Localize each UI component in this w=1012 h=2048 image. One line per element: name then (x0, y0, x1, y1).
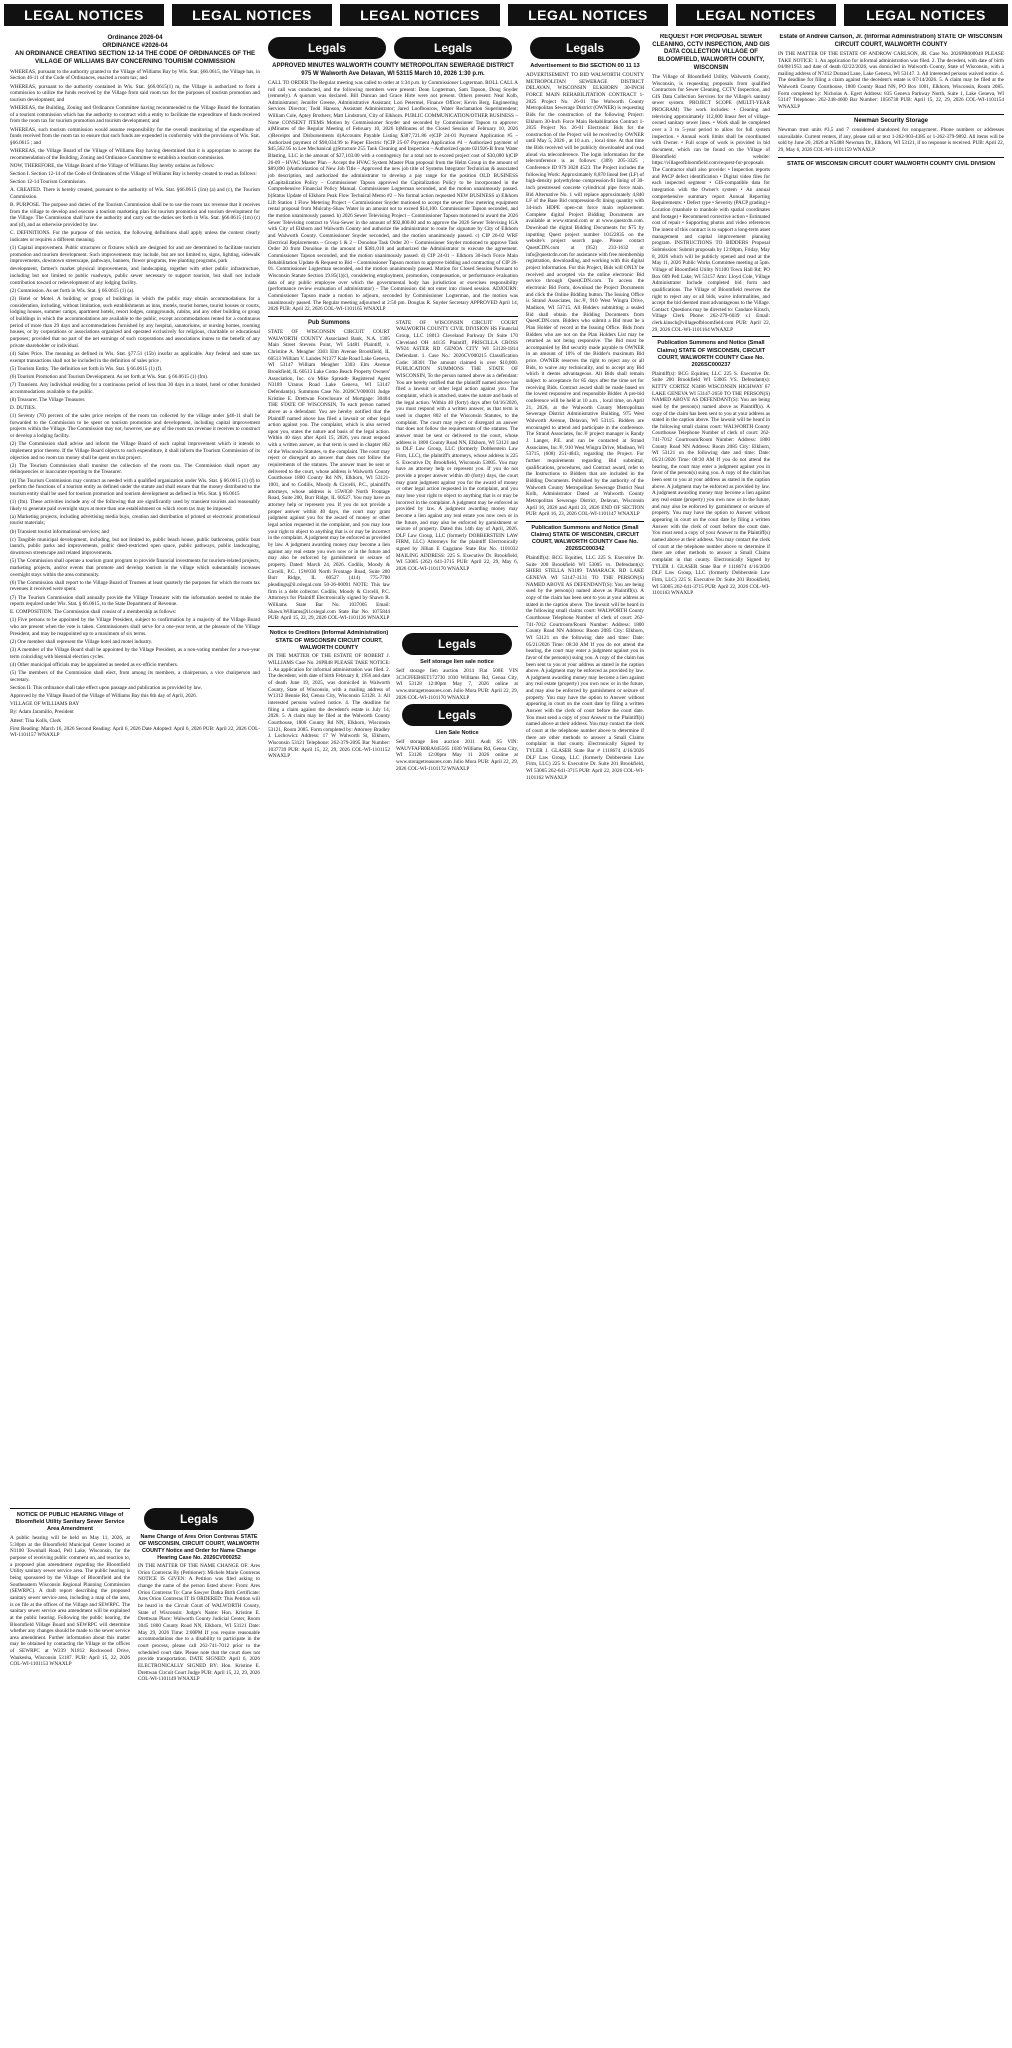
header-label: LEGAL NOTICES (844, 4, 1008, 26)
ordinance-paragraph: VILLAGE OF WILLIAMS BAY (10, 701, 80, 708)
small-claims-2-title: Publication Summons and Notice (Small Claims) STATE OF WISCONSIN, CIRCUIT COURT, WALWORTH COUNTY Case No. 2026SC000237 (656, 340, 766, 368)
newman-title: Newman Security Storage (853, 117, 929, 124)
ordinance-paragraph: (1) Five persons to be appointed by the Village President, subject to confirmation by a majority of the Village Board who are present when the vote is taken. Commissioners shall serve for a one-year term, at the pleasure of the Village President, and may be reappointed up to a maximum of six terms. (10, 617, 260, 637)
pub-summons-body: STATE OF WISCONSIN CIRCUIT COURT WALWORTH COUNTY Associated Bank, N.A. 1305 Main Street Stevens Point, WI 54481 Plaintiff, v. Christine A. Meagher 3303 Elm Avenue Brookfield, IL 60513 William V. Landes N1377 Kale Road Lake Geneva, WI 53147 William Meagher 3303 Elm Avenue Brookfield, IL 60513 Lake Como Beach Property Owners' Association, Inc. c/o Mike Spreadt- Registered Agent N3189 Uranus Road Lake Geneva, WI 53147 Defendant(s). Summons Case No. 2026CV000031 Judge Kristine E. Drettwan Foreclosure of Mortgage: 30404 THE STATE OF WISCONSIN, To each person named above as a defendant: You are hereby notified that the Plaintiff named above has filed a lawsuit or other legal action against you. The complaint, which is also served upon you, states the nature and basis of the legal action. Within 40 days after April 15, 2026, you must respond with a written answer, as that term is used in chapter 802 of the Wisconsin Statutes, to the complaint. The court may reject or disregard an answer that does not follow the requirements of the statutes. The answer must be sent or delivered to the court, whose address is Walworth County Courthouse 1800 County Rd NN, Elkhorn, WI 53121-1001, and to Codilis, Moody & Circelli, P.C., plaintiff's attorneys, whose address is 15W030 North Frontage Road, Suite 200, Burr Ridge, IL 60527. You may have an attorney help or represent you. If you do not provide a proper answer within 40 days, the court may grant judgment against you for the award of money or other legal action requested in the complaint, and you may lose your right to object to anything that is or may be incorrect in the complaint. A judgment may be enforced as provided by law. A judgment awarding money may become a lien against any real estate you own now or in the future and may also be enforced by garnishment or seizure of property. Dated: March 24, 2026. Codilis, Moody & Circelli, P.C. 15W030 North Frontage Road, Suite 200 Burr Ridge, IL 60527 (414) 775-7700 pleadings@il.cslegal.com 50-26-00091 NOTE: This law firm is a debt collector. Codilis, Moody & Circelli, P.C. Attorneys for Plaintiff Electronically signed by Shawn R. Williams State Bar No. 1037005 Email: Shawn.Williams@il.cslegal.com State Bar No. 1075844 PUB: April 15, 22, 29, 2026 COL-WI-1101126 WNAXLP (268, 328, 390, 622)
divider (652, 336, 770, 337)
ordinance-paragraph: A. CREATED. There is hereby created, pursuant to the authority of Wis. Stat. §66.0615 (1m) (a) and (c), the Tourism Commission. (10, 187, 260, 200)
ordinance-paragraph: (6) Tourism Promotion and Tourism Development. As set forth at Wis. Stat. § 66.0615 (1) (fm). (10, 373, 209, 380)
lien-sale-body: Self storage lien auction 2011 Audi S5 VIN: WAUVFAFR0BA045565 1030 Williams Rd, Genoa City, WI 53128 12:00pm May 11 2026 online at www.storagetreasures.com Julio Mora PUB: April 22, 29, 2026 COL-WI-1101172 WNAXLP (396, 738, 518, 772)
divider (268, 626, 518, 627)
ordinance-subtitle: ORDINANCE #2026-04 (102, 41, 168, 49)
ordinance-number: Ordinance 2026-04 (107, 34, 163, 41)
header-label: LEGAL NOTICES (676, 4, 836, 26)
ordinance-paragraph: (3) A member of the Village Board shall be appointed by the Village President, as a non-voting member for a two-year term coinciding with biennial election cycles. (10, 647, 260, 660)
ordinance-paragraph: (1) Capital improvement. Public structures or fixtures which are designed for and are determined to facilitate tourism promotion and tourism development. Such improvements may include, but are not limited to, signs, lighting, sidewalk improvements, downtown streetscape, pathways, banners, flower programs, tree planting programs, park (10, 245, 260, 265)
ordinance-paragraph: E. COMPOSITION. The Commission shall consist of a membership as follows: (10, 609, 177, 616)
ordinance-paragraph: (2) One member shall represent the Village hotel and motel industry. (10, 638, 153, 645)
ordinance-paragraph: Section II. This ordinance shall take effect upon passage and publication as provided by law. (10, 684, 202, 691)
legals-banner: Legals (394, 37, 512, 59)
ordinance-paragraph: WHEREAS, pursuant to the authority granted to the Village of Williams Bay by Wis. Stat. §66.0615, the Village has, in Section 46-11 of the Code of Ordinances, enacted a room tax; and (10, 68, 260, 82)
estate-body: IN THE MATTER OF THE ESTATE OF ANDROW CARLSON, JR. Case No. 2026PR000048 PLEASE TAKE NOTICE: 1. An application for informal administration was filed. 2. The decedent, with date of birth 04/08/1953 and date of death 02/22/2026, was domiciled in Walworth County, State of Wisconsin, with a mailing address of N7412 Durand Lane, Lake Geneva, WI 53147. 3. All interested persons waived notice. 4. The deadline for filing a claim against the decedent's estate is 07/14/2026. 5. A claim may be filed at the Walworth County Courthouse, 1800 County Road NN, PO Box 1001, Elkhorn, Wisconsin, Room 2085. Form completed by: Nicholas A. Egert Address: 835 Geneva Parkway North, Suite 1, Lake Geneva, WI 53147 Telephone: 262-248-4600 Bar Number: 1056738 PUB: April 15, 22, 29, 2026 COL-WI-1101154 WNAXLP (778, 50, 1004, 111)
pub-summons-title: Pub Summons (307, 319, 350, 326)
ordinance-paragraph: WHEREAS, the Building, Zoning and Ordinance Committee having recommended to the Village Board the formation of a tourism commission which has the authority to contract with a entity to facilitate the expenditure of funds received from the room tax for tourism promotion and tourism development; and (10, 105, 260, 125)
ordinance-paragraph: (3) The Tourism Commission shall monitor the collection of the room tax. The Commission shall report any delinquencies or inaccurate reporting to the Treasurer. (10, 462, 260, 476)
ordinance-paragraph: (5) Tourism Entity. The definition set forth in Wis. Stat. § 66.0615 (1) (f). (10, 365, 163, 372)
ordinance-paragraph: By: Adam Jaramillo, President (10, 709, 74, 716)
legals-banner: Legals (530, 37, 640, 59)
minutes-body: CALL TO ORDER The Regular meeting was called to order at 1:34 p.m. by Commissioner Logterman. ROLL CALL A roll call was conducted, and the following members were present: Dean Logterman, Sam Tapson, Doug Snyder (remotely). A quorum was declared. Bill Duncan and Grace Hirte were not present. Others present: Neal Kolb, Administrator; Jennifer Greene, Administrative Assistant; Lori Petermel, Finance Officer; Kevin Berg, Engineering Services Director; Todd Hanson, Assistant Administrator; Jared Loofbourow, Water Reclamation Superintendent; William Cole, Aptey Brothers; Matt Lindstrom, City of Elkhorn. PUBLIC COMMUNICATION/OTHER BUSINESS – None CONSENT ITEMS Motion by Commissioner Snyder and seconded by Commissioner Tapson to approve: a)Minutes of the Regular Meeting of February 10, 2026 b)Minutes of the Closed Session of February 10, 2026 c)Receipts and Disbursements d)Accounts Payable Listing $387,721.86 e)CIP 24-01 Payment Application #5 – Authorized payment of $98,034.99 to Pieper Electric f)CIP 25-07 Payment Application #4 – Authorized payment of $45,562.95 to Lee Mechanical g)Structure 255 Tank Cleaning and Inspection – Authorized quote 021926-B from Water Blasting, LLC in the amount of $27,103.00 with a contingency for a total not to exceed project cost of $30,000 h)CIP 26-09 – HVAC Master Plan – Accept the HVAC System Master Plan proposal from the Helm Group in the amount of $89,890 i)Authorization of New Job Title – Approved the new job title of Systems Integrator Technician & associated job description, and authorized the administrator to develop a pay range for the position OLD BUSINESS a)Capitalization Policy – Commissioner Tapson approved the Capitalization Policy to be incorporated in the Comprehensive Financial Policy Manual. Commissioner Logterman seconded, and the motion unanimously passed. b)Status Update of Elkhorn Peak Flow Technical Memo #2 – No formal action requested NEW BUSINESS a) Elkhorn Lift Station 1 Flow Metering Project – Commissioner Snyder motioned to accept the sewer flow metering equipment rental proposal from Mulcahy-Shaw Water in an amount not to exceed $14,100. Commissioner Tapson seconded, and the motion unanimously passed. b) 2026 Sewer Televising Project – Commissioner Tapson motioned to award the 2026 Sewer Televising contract to Visu-Sewer in the amount of $92,800.00 and to approve the 2026 Sewer Televising IGA with City of Elkhorn and Walworth County and authorize the administrator to route for signature by City of Elkhorn and Walworth County. Commissioner Snyder seconded, and the motion unanimously passed. c) CIP 26-02 WRF Electrical Replacements – Group 1 & 2 – Donohue Task Order 20 – Commissioner Snyder motioned to approve Task Order 20 from Donohue in the amount of $381,010 and authorized the Administrator to execute the agreement. Commissioner Tapson seconded, and the motion unanimously passed. d) CIP 24-01 – Elkhorn 30-inch Force Main Rehabilitation Update & Request to Bid – Commissioner Tapson motion to approve bidding and contracting of CIP 26-01. Commissioner Logterman seconded, and the motion unanimously passed. Motion for Closed Session Pursuant to Wisconsin Statute Section 19.85(1)(c), considering employment, promotion, compensation, or performance evaluation data of any public employee over which the governmental body has jurisdiction or exercises responsibility (performance review evaluation of administrator) – The Commission did not enter into closed session. ADJOURN: Commissioner Tapson made a motion to adjourn, seconded by Commissioner Logterman, and the motion was unanimously passed. The Regular meeting adjourned at 2:50 pm. Douglas R. Snyder Secretary APPROVED April 14, 2026 PUB: April 22, 2026 COL-WI-1101165 WNAXLP (268, 79, 518, 313)
ordinance-paragraph: Attest: Tina Kolls, Clerk (10, 717, 62, 724)
legals-banner: Legals (402, 633, 512, 655)
lien-sale-title: Lien Sale Notice (435, 730, 479, 737)
hearing-body: A public hearing will be held on May 11, 2026, at 5:30pm at the Bloomfield Municipal Center located at N1100 Townhall Road, Pell Lake, Wisconsin, for the purpose of receiving public comment on, and reaction to, a proposed plan amendment regarding the Bloomfield Utility sanitary sewer service area. The public hearing is being sponsored by the Village of Bloomfield and the Southeastern Wisconsin Regional Planning Commission (SEWRPC). A draft report describing the proposed sanitary sewer service area, including a map of the area, is on file at the offices of the Village and SEWRPC. The sanitary sewer service area amendment will be explained at the public hearing. Following the public hearing, the Bloomfield Village Board and SEWRPC will determine whether any changes should be made to the sewer service area amendment. Further information about this matter may be obtained by contacting the Village or the offices of SEWRPC at W239 N1812 Rockwood Drive, Waukesha, Wisconsin 53187. PUB: April 15, 22, 2026 COL-WI-1101153 WNAXLP (10, 1534, 130, 1668)
ordinance-notice (10, 34, 260, 739)
divider (778, 157, 1004, 158)
ordinance-paragraph: (6) The Commission shall report to the Village Board of Trustees at least quarterly the purposes for which the room tax revenues it received were spent. (10, 579, 260, 593)
legals-banner: Legals (268, 37, 386, 59)
name-change-body: IN THE MATTER OF THE NAME CHANGE OF: Ares Orion Contreras By (Petitioner): Michele Marie Contreras NOTICE IS GIVEN: A Petition was filed asking to change the name of the person listed above: From: Ares Orion Contreras To: Cane Sawyer Datka Birth Certificate: Ares Orion Contreras IT IS ORDERED: This Petition will be heard in the Circuit Court of WALWORTH County, State of Wisconsin: Judge's Name: Hon. Kristine E. Drettwan Place: Walworth County Judicial Center, Room 3045 1800 County Road NN, Elkhorn, WI 53121 Date: May 29, 2026 Time: 2:00PM If you require reasonable accommodations due to a disability to participate in the court process, please call 262-741-7012 prior to the scheduled court date. Please note that the court does not provide transportation. DATE SIGNED: April 6, 2026 ELECTRONICALLY SIGNED BY: Hon. Kristine E. Drettwan Circuit Court Judge PUB: April 15, 22, 29, 2026 COL-WI-1101149 WNAXLP (138, 1563, 260, 1683)
header-label: LEGAL NOTICES (4, 4, 164, 26)
name-change-column (138, 1505, 260, 2045)
ordinance-body (10, 69, 260, 739)
hearing-title: NOTICE OF PUBLIC HEARING Village of Bloomfield Utility Sanitary Sewer Service Area Amendment (15, 1512, 125, 1533)
circuit-civil-title: STATE OF WISCONSIN CIRCUIT COURT WALWORTH COUNTY CIVIL DIVISION (786, 160, 996, 167)
divider (778, 114, 1004, 115)
ordinance-paragraph: Approved by the Village Board of the Village of Williams Bay this 6th day of April, 2026. (10, 693, 198, 700)
legals-banner: Legals (402, 704, 512, 726)
hearing-column (10, 1505, 130, 2045)
creditors-title: Notice to Creditors (Informal Administration) STATE OF WISCONSIN CIRCUIT COURT, WALWORTH COUNTY (269, 630, 389, 651)
divider (268, 316, 518, 317)
rfp-column (652, 34, 770, 2046)
ordinance-paragraph: WHEREAS, the Village Board of the Village of Williams Bay having determined that it is appropriate to accept the recommendation of the Building, Zoning and Ordinance Committee to establish a tourism commission. (10, 147, 260, 161)
ordinance-paragraph: (a) Marketing projects, including advertising media buys, creation and distribution of printed or electronic promotional tourist materials; (10, 513, 260, 527)
estate-title: Estate of Andrew Carlson, Jr. (Informal Administration) STATE OF WISCONSIN CIRCUIT COURT, WALWORTH COUNTY (779, 34, 1003, 48)
newman-body: Newman trust units #3,5 and 7 considered abandoned for nonpayment. Phone numbers or addresses unavailable. Current renters, if any, please call or text 1-262-903-4385 or 1-262-379-9892. All items will be sold by June 20, 2026 at N5488 Newman Dr., Elkhorn, WI 53121, if no response is received. PUB: April 22, 29, May 6, 2026 COL-WI-1101159 WNAXLP (778, 126, 1004, 153)
ordinance-paragraph: (4) Sales Price. The meaning as defined in Wis. Stat. §77.51 (15b) insofar as applicable. Any federal and state tax exempt transactions shall not be included in the definition of sales price . (10, 350, 260, 364)
bid-body: ADVERTISEMENT TO BID WALWORTH COUNTY METROPOLITAN SEWERAGE DISTRICT DELAVAN, WISCONSIN ELKHORN 30-INCH FORCE MAIN REHABILITATION CONTRACT 1-2025 Project No. 26-01 The Walworth County Metropolitan Sewerage District (OWNER) is requesting Bids for the construction of the following Project: Elkhorn 30-Inch Force Main Rehabilitation Contract 1-2025 Project No. 26-01 Electronic Bids for the construction of the Project will be received by OWNER until May 5, 2026 , at 10 a.m. , local time. At that time the Bids received will be publicly downloaded and read aloud via teleconference. The login information for the teleconference is as follows: (309) 205-3325 , Conference ID 979 3028 4523. The Project includes the following Work: Approximately 8,870 lineal feet (LF) of high-density polyethylene compression-fit lining of 30-inch prestressed concrete cylindrical pipe force main. Bid Alternative No. 1 will replace approximately 4,840 LF of the Base Bid compression-fit lining quantity with 34-inch HDPE open-cut force main replacement. Complete digital Project Bidding Documents are available at www.strand.com or at www.questcdn.com. Download the digital Bidding Documents for $75 by inputting Quest project number 10122835 on the website's project search page. Please contact QuestCDN.com at (952) 233-1632 or info@questcdn.com for assistance with free membership registration, downloading, and working with this digital project information. For this Project, Bids will ONLY be received and accepted via the online electronic Bid service through QuestCDN.com. To access the electronic Bid Form, download the Project Documents and click the Online Bidding button. The Issuing Office is Strand Associates, Inc.®, 910 West Wingra Drive, Madison, WI 53715. All Bidders submitting a sealed Bid shall obtain the Bidding Documents from QuestCDN.com. Bidders who submit a Bid must be a Plan Holder of record at the Issuing Office. Bids from Bidders who are not on the Plan Holders List may be returned as not being responsive. The Bid must be accompanied by Bid security made payable to OWNER in an amount of 10% of the Bidder's maximum Bid price. OWNER reserves the right to reject any or all Bids, to waive any technicality, and to accept any Bid which it deems advantageous. All Bids shall remain subject to acceptance for 85 days after the time set for receiving Bids. Contract award shall be made based on the lowest responsive and responsible Bidder. A pre-bid conference will be held at 10 a.m. , local time, on April 21, 2026, at the Walworth County Metropolitan Sewerage District Administrative Building, 975 West Walworth Avenue, Delavan, WI 53115. Bidders are encouraged to attend and participate in the conference. The Strand Associates, Inc.® project manager is Randy J. Langer, P.E. and can be contacted at Strand Associates, Inc.®, 910 West Wingra Drive, Madison, WI 53715, (608) 251-4843, regarding the Project. For further requirements regarding Bid submittal, qualifications, procedures, and Contract award, refer to the Instructions to Bidders that are included in the Bidding Documents. Published by the authority of the Walworth County Metropolitan Sewerage District Neal Kolb, Administrator Dated at Walworth County Metropolitan Sewerage District, Delavan, Wisconsin April 16, 2026 and April 23, 2026 END OF SECTION PUB: April 16, 23, 2026 COL-WI-1101147 WNAXLP (526, 71, 644, 518)
divider (526, 521, 644, 522)
small-claims-body: Plaintiff(s): BCG Equities, LLC 225 S. Executive Dr. Suite 200 Brookfield WI 53005 vs. Defendant(s): SHERI STELLA N3189 TAMARACK RD LAKE GENEVA WI 53147-3131 TO THE PERSON(S) NAMED ABOVE AS DEFENDANT(S): You are being sued by the person(s) named above as Plaintiff(s). A copy of the claim has been sent to you at your address as stated in the caption above. The lawsuit will be heard in the following small claims court: WALWORTH County Courthouse Telephone Number of clerk of court: 262-741-7012 Courtroom/Room Number: Address: 1800 County Road NN Address: Room 2085 City: Elkhorn, WI 53121 on the following date and time: Date: 05/21/2026 Time: 08:30 AM If you do not attend the hearing, the court may enter a judgment against you in favor of the person(s) suing you. A copy of the claim has been sent to you at your address as stated in the caption above. A judgment may be enforced as provided by law. A judgment awarding money may become a lien against any real estate (property) you own now or in the future, and may also be enforced by garnishment or seizure of property. You may have the option to Answer without appearing in court on the court date by filing a written Answer with the clerk of court before the court date. You must send a copy of your Answer to the Plaintiff(s) named above at their address. You may contact the clerk of court at the telephone number above to determine if there are other methods to answer a Small Claims complaint in that county. Electronically Signed by TYLER J. GLASER State Bar # 1118674 4/16/2026 DLF Law Group, LLC (formerly Dobberstein Law Firm, LLC) 225 S. Executive Dr. Suite 201 Brookfield, WI 53005 262-641-3715 PUB: April 22, 2026 COL-WI-1101162 WNAXLP (526, 555, 644, 781)
small-claims-2-body: Plaintiff(s): BCG Equities, LLC 225 S. Executive Dr. Suite 200 Brookfield WI 53005 VS. Defendant(s): KITTY CORTEZ N3486 WISCONSIN HIGHWAY 67 LAKE GENEVA WI 53147-2650 TO THE PERSON(S) NAMED ABOVE AS DEFENDANT(S): You are being sued by the person(s) named above as Plaintiff(s). A copy of the claim has been sent to you at your address as stated in the caption above. The lawsuit will be heard in the following small claims court: WALWORTH County Courthouse Telephone Number of clerk of court: 262-741-7012 Courtroom/Room Number: Address: 1800 County Road NN Address: Room 2085 City: Elkhorn, WI 53121 on the following date and time: Date: 05/21/2026 Time: 08:30 AM If you do not attend the hearing, the court may enter a judgment against you in favor of the person(s) suing you. A copy of the claim has been sent to you at your address as stated in the caption above. A judgment may be enforced as provided by law. A judgment awarding money may become a lien against any real estate (property) you own now or in the future, and may also be enforced by garnishment or seizure of property. You may have the option to Answer without appearing in court on the court date by filing a written Answer with the clerk of court before the court date. You must send a copy of your Answer to the Plaintiff(s) named above at their address. You may contact the clerk of court at the telephone number above to determine if there are other methods to answer a Small Claims complaint in that county. Electronically Signed by TYLER J. GLASER State Bar # 1118674 4/16/2026 DLF Law Group, LLC (formerly Dobberstein Law Firm, LLC) 225 S. Executive Dr. Suite 201 Brookfield, WI 53005 262-641-3715 PUB: April 22, 2026 COL-WI-1101163 WNAXLP (652, 370, 770, 597)
ordinance-paragraph: development, farmer's market physical improvements, and landscaping, together with other public infrastructure, including but not limited to public roadways, public sewer necessary to support tourism, but shall not include contribution toward or redevelopment of any lodging facility. (10, 266, 260, 286)
ordinance-paragraph: (2) The Commission shall advise and inform the Village Board of each capital improvement which it intends to implement prior thereto. If the Village Board objects to such expenditure, it shall inform the Tourism Commission of its objection and no room tax money shall be spent on that project. (10, 441, 260, 461)
rfp-body: The Village of Bloomfield Utility, Walworth County, Wisconsin, is requesting proposals from qualified Contractors for Sewer Cleaning, CCTV Inspection, and GIS Data Collection Services for the Village's sanitary sewer system. PROJECT SCOPE (MULTI-YEAR PROGRAM) The work includes: • Cleaning and televising approximately 112,000 linear feet of village-owned sanitary sewer lines. • Work shall be completed over a 3 to 5-year period to allow for full system inspection. • Annual work limits shall be coordinated with Owner. • Full scope of work is provided in bid document, which can be found on the Village of Bloomfield website: https://villageofbloomfield.com/request-for-proposals The Contractor shall also provide: • Inspection reports and PACP defect identification • Digital video files for each inspected segment • GIS-compatible data for integration with the Owner's system • An annual comprehensive summary report Annual Reporting Requirements: • Defect type • Severity (PACP grading) • Location (manhole to manhole with spatial coordinates and footage) • Recommend corrective action • Estimated cost of repair • Supporting photos and video references The intent of this contract is to support a long-term asset management and capital improvement planning program. INSTRUCTIONS TO BIDDERS Proposal Submission: Submit proposals by 12:00pm, Friday, May 8, 2026 which will be publicly opened and read at the May 11, 2026 Public Works Committee meeting at 5pm. Village of Bloomfield Utility N1100 Town Hall Rd; PO Box 609 Pell Lake, WI 53157 Attn: Lloyd Cole, Village Administrator Include completed bid form and qualifications. The Village of Bloomfield reserves the right to reject any or all bids, waive informalities, and accept the bid deemed most advantageous to the Village. Contact: Questions may be directed to: Candace Kinsch, Village Clerk Phone: 262-279-6039 x1 Email: clerk.kinsch@villageofbloomfield.com PUB: April 22, 29, 2026 COL-WI-1101164 WNAXLP (652, 73, 770, 333)
ordinance-paragraph: (c) Tangible municipal development, including, but not limited to, public beach house, public bathrooms, public boat launch, public parks and improvements, public deed-restricted open space, public pathways, public landscaping, downtown streetscape and related improvements. (10, 536, 260, 557)
bid-column (526, 34, 644, 2046)
name-change-title: Name Change of Ares Orion Contreras STATE OF WISCONSIN, CIRCUIT COURT, WALWORTH COUNTY Notice and Order for Name Change Hearing Case No. 2026CV000252 (138, 1534, 260, 1561)
ordinance-paragraph: NOW, THEREFORE, the Village Board of the Village of Williams Bay hereby ordains as follows: (10, 162, 215, 169)
minutes-title: APPROVED MINUTES WALWORTH COUNTY METROPOLITAN SEWERAGE DISTRICT 975 W Walworth Ave Delavan, WI 53115 March 10, 2026 1:30 p.m. (272, 63, 514, 77)
ordinance-paragraph: (3) Hotel or Motel. A building or group of buildings in which the public may obtain accommodations for a consideration, including, without limitation, such establishments as inns, motels, tourist homes, tourist houses or courts, lodging houses, summer camps, apartment hotels, resort lodges, campgrounds, cabins, and any other building or group of buildings in which the accommodations are available to the public, except accommodations rented for a continuous period of more than 29 days and accommodations furnished by any hospital, sanatoriums, or nursing homes, rooming houses, or by corporations or associations organized and operated exclusively for religious, charitable or educational purposes; provided that no part of the net earnings of such corporations and associations inures to the benefit of any private shareholder or individual. (10, 296, 260, 349)
creditors-body: IN THE MATTER OF THE ESTATE OF ROBERT J. WILLIAMS Case No. 26PR48 PLEASE TAKE NOTICE: 1. An application for informal administration was filed. 2. The decedent, with date of birth February 8, 1956 and date of death June 19, 2025, was domiciled in Walworth County, State of Wisconsin, with a mailing address of W1312 Bennie Rd, Genoa City, Wisconsin 53128. 3. All interested persons waived notice. 4. The deadline for filing a claim against the decedent's estate is July 14, 2026. 5. A claim may be filed at the Walworth County Courthouse, 1800 County Rd NN, Elkhorn, Wisconsin 53121, Room 2085. Form completed by: Attorney Bradley J. Lochowicz Address: 17 W Walworth St, Elkhorn, Wisconsin 53121 Telephone: 262-379-2095 Bar Number: 1037739 PUB: April 15, 22, 29, 2026 COL-WI-1101152 WNAXLP (268, 653, 390, 760)
small-claims-title: Publication Summons and Notice (Small Claims) STATE OF WISCONSIN, CIRCUIT COURT, WALWORTH COUNTY Case No. 2026SC000342 (530, 524, 640, 553)
bid-title: Advertisement to Bid SECTION 00 11 13 (530, 63, 640, 69)
ordinance-paragraph: WHEREAS, pursuant to the authority contained in Wis. Stat. §66.0615(1) m, the Village is authorized to form a commission to utilize the funds received by the Village from said room tax for the purposes of tourism promotion and tourism development; and (10, 83, 260, 103)
ordinance-paragraph: C. DEFINITIONS. For the purpose of this section, the following definitions shall apply unless the context clearly indicates or requires a different meaning. (10, 230, 260, 243)
circuit-civil-body: STATE OF WISCONSIN CIRCUIT COURT WALWORTH COUNTY CIVIL DIVISION HS Financial Group, LLC 18013 Cleveland Parkway Dr Suite 170 Cleveland OH 44135 Plaintiff, PRISCILLA CROSS W924 ASTER RD GENOA CITY WI 53128-1814 Defendant. 1. Case No.: 2026CV000215 Classification Code: 30301 The amount claimed is over $10,000. PUBLICATION SUMMONS THE STATE OF WISCONSIN, To the person named above as a defendant: You are hereby notified that the plaintiff named above has filed a lawsuit or other legal action against you. The complaint, which is attached, states the nature and basis of the legal action. Within 40 (forty) days after 04/16/2026, you must respond with a written answer, as that term is used in chapter 802 of the Wisconsin Statutes, to the complaint. The court may reject or disregard an answer that does not follow the requirements of the statutes. The answer must be sent or delivered to the court, whose address is 1800 County Road NN, Elkhorn, WI 53121 and to DLF Law Group, LLC (formerly Dobberstein Law Firm, LLC), the plaintiff's attorneys, whose address is 225 S. Executive Dr, Brookfield, Wisconsin 53005. You may have an attorney help or represent you. If you do not provide a proper answer within 40 (forty) days, the court may grant judgment against you for the award of money or other legal action requested in the complaint, and you may lose your right to object to anything that is or may be incorrect in the complaint. A judgment may be enforced as provided by law. A judgment awarding money may become a lien against any real estate you now own or in the future, and may also be enforced by garnishment or seizure of property. Dated this 14th day of April, 2026. DLF Law Group, LLC (formerly DOBBERSTEIN LAW FIRM, LLC) Attorneys for the plaintiff Electronically signed by Jillian E Caggiano State Bar No. 1101032 MAILING ADDRESS: 225 S. Executive Dr. Brookfield, WI 53005 (262) 641-3715 PUB: April 22, 29, May 6, 2026 COL-WI-1101170 WNAXLP (396, 319, 518, 573)
estate-column (778, 34, 1004, 2046)
header-label: LEGAL NOTICES (508, 4, 668, 26)
ordinance-paragraph: (b) Transient tourist informational services; and (10, 528, 109, 535)
ordinance-paragraph: (5) The members of the Commission shall elect, from among its members, a chairperson, a vice chairperson and secretary. (10, 670, 260, 683)
header-label: LEGAL NOTICES (340, 4, 500, 26)
ordinance-paragraph: (2) Commission. As set forth in Wis. Stat. § 66.0615 (1) (a). (10, 287, 135, 294)
ordinance-paragraph: Section 12-14 Tourism Commission. (10, 179, 87, 186)
ordinance-paragraph: (4) Other municipal officials may be appointed as needed as ex-officio members. (10, 661, 179, 668)
ordinance-paragraph: (4) The Tourism Commission may contract as needed with a qualified organization under Wis. Stat. § 66.0615 (1) (f) to perform the functions of a tourism entity as defined under the statute and shall ensure that the money distributed to the tourism entity shall be used for tourism promotion and tourism development as defined in Wis. Stat. § 66.0615 (10, 477, 260, 497)
legals-banner: Legals (144, 1508, 254, 1530)
ordinance-paragraph: WHEREAS, such tourism commission would assume responsibility for the overall monitoring of the expenditure of funds received from the room tax to ensure that such funds are expended in conformity with the provisions of Wis. Stat. §66.0615 ; and (10, 126, 260, 146)
header-label: LEGAL NOTICES (172, 4, 332, 26)
section-header-bar (0, 0, 1012, 32)
ordinance-paragraph: Section I. Section 12-14 of the Code of Ordinances of the Village of Williams Bay is hereby created to read as follows: (10, 170, 257, 177)
ordinance-paragraph: First Reading: March 16, 2026 Second Reading: April 6, 2026 Date Adopted: April 6, 2026 PUB: April 22, 2026 COL-WI-1101157 WNAXLP (10, 725, 260, 739)
ordinance-paragraph: B. PURPOSE. The purpose and duties of the Tourism Commission shall be to use the room tax revenue that it receives from the village to develop and execute a tourism marketing plan for tourism promotion and tourism development for the Village. The Commission shall have the authority and carry out the duties set forth in Wis. Stat. §66.0615 (1m) (c) and (d), and as otherwise provided by law. (10, 202, 260, 229)
rfp-title: REQUEST FOR PROPOSAL SEWER CLEANING, CCTV INSPECTION, AND GIS DATA COLLECTION VILLAGE OF BLOOMFIELD, WALWORTH COUNTY, WISCONSIN (652, 34, 770, 71)
selfstorage-body: Self storage lien auction 2014 Flat 500E VIN 3C3CFFEB6ET172730 1030 Williams Rd, Genoa City, WI 53128 12:00pm May 7, 2026 online at www.storagetreasures.com Julio Mora PUB: April 22, 29, 2026 COL-WI-1101170 WNAXLP (396, 668, 518, 701)
ordinance-paragraph: D. DUTIES. (10, 404, 37, 411)
ordinance-column (10, 34, 260, 1494)
ordinance-paragraph: (7) Transient. Any individual residing for a continuous period of less than 30 days in a motel, hotel or other furnished accommodations available to the public. (10, 381, 260, 395)
ordinance-paragraph: (1) (fm). These activities include any of the following that are significantly used by transient tourists and reasonably likely to generate paid overnight stays at more than one establishment on which room tax may be imposed: (10, 498, 260, 512)
ordinance-paragraph: (5) The Commission shall operate a tourism grant program to provide financial investments for tourism-related projects, marketing projects, and/or events that promote and develop tourism in the village which substantially increases overnight stays within the area community. (10, 558, 260, 578)
divider (10, 1508, 130, 1509)
ordinance-paragraph: (1) Seventy (70) percent of the sales price receipts of the room tax collected by the village under §46-11 shall be forwarded to the Commission to be spent on tourism promotion and development, including capital improvement projects within the Village. The Commission may not, however, use any of the room tax revenue it receives to construct or develop a lodging facility. (10, 413, 260, 440)
selfstorage-title: Self storage lien sale notice (420, 659, 494, 666)
ordinance-heading: AN ORDINANCE CREATING SECTION 12-14 THE CODE OF ORDINANCES OF THE VILLAGE OF WILLIAMS BAY CONCERNING TOURISM COMMISSION (14, 49, 256, 65)
ordinance-paragraph: (7) The Tourism Commission shall annually provide the Village Treasurer with the information needed to make the reports required under Wis. Stat. § 66.0615, to the State Department of Revenue. (10, 594, 260, 608)
ordinance-paragraph: (8) Treasurer. The Village Treasurer. (10, 396, 86, 403)
minutes-column (268, 34, 518, 2046)
